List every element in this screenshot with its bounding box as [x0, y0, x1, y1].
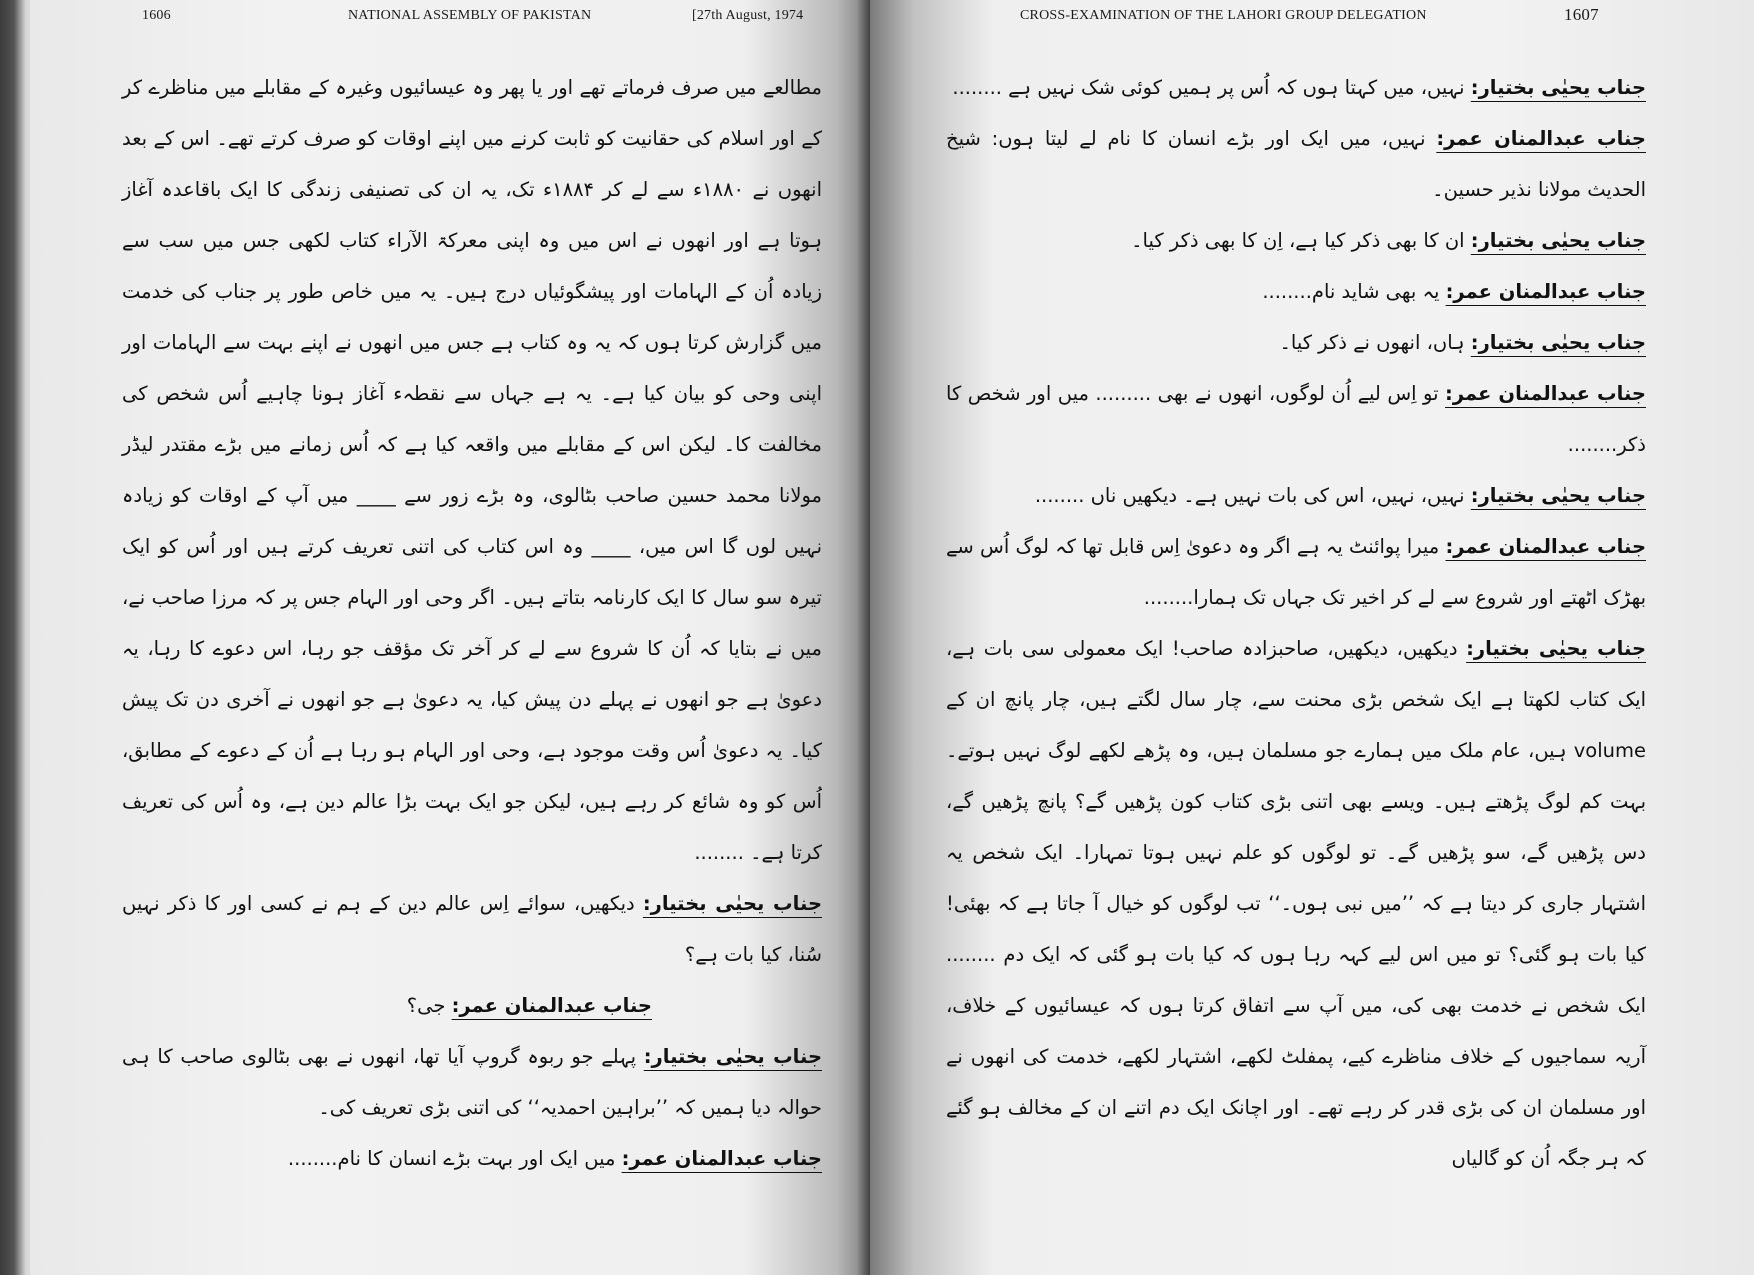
speaker-name: جناب عبدالمنان عمر:: [1445, 280, 1646, 303]
speaker-name: جناب یحیٰی بختیار:: [1470, 229, 1646, 252]
speech-text: تو اِس لیے اُن لوگوں، انھوں نے بھی ......... میں اور شخص کا ذکر........: [946, 382, 1646, 456]
left-page-number: 1606: [142, 8, 171, 23]
speech-paragraph: [946, 266, 1646, 317]
speaker-name: جناب عبدالمنان عمر:: [451, 994, 652, 1017]
speech-text: نہیں، نہیں، اس کی بات نہیں ہے۔ دیکھیں ناں ........: [1034, 484, 1471, 507]
right-page: [870, 0, 1754, 1275]
speech-paragraph: [946, 623, 1646, 1184]
speech-paragraph: [122, 878, 822, 980]
speech-text: میں ایک اور بہت بڑے انسان کا نام........: [287, 1147, 622, 1170]
speaker-name: جناب یحیٰی بختیار:: [642, 892, 822, 915]
speech-text: میرا پوائنٹ یہ ہے اگر وہ دعویٰ اِس قابل تھا کہ لوگ اُس سے بھڑک اٹھتے اور شروع سے لے کر اخیر تک جہاں تک ہمارا........: [946, 535, 1646, 609]
left-header-date: [27th August, 1974: [692, 8, 804, 23]
paragraph: [122, 62, 822, 878]
speech-text: دیکھیں، سوائے اِس عالم دین کے ہم نے کسی اور کا ذکر نہیں سُنا، کیا بات ہے؟: [122, 892, 822, 966]
left-running-title: NATIONAL ASSEMBLY OF PAKISTAN: [348, 8, 592, 23]
speaker-name: جناب یحیٰی بختیار:: [643, 1045, 822, 1068]
speech-text: نہیں، میں کہتا ہوں کہ اُس پر ہمیں کوئی شک نہیں ہے ........: [952, 76, 1471, 99]
speaker-name: جناب عبدالمنان عمر:: [1445, 535, 1646, 558]
speech-paragraph: [946, 113, 1646, 215]
speech-text: ان کا بھی ذکر کیا ہے، اِن کا بھی ذکر کیا۔: [1131, 229, 1471, 252]
speech-paragraph: [122, 1031, 822, 1133]
left-page-body: [122, 62, 822, 1184]
speaker-name: جناب یحیٰی بختیار:: [1470, 76, 1646, 99]
speech-text: نہیں، میں ایک اور بڑے انسان کا نام لے لیتا ہوں: شیخ الحدیث مولانا نذیر حسین۔: [946, 127, 1646, 201]
speech-text: دیکھیں، دیکھیں، صاحبزادہ صاحب! ایک معمولی سی بات ہے، ایک کتاب لکھتا ہے ایک شخص بڑی محنت سے، چار سال لگتے ہیں، چار پانچ ان کے volume ہیں، عام ملک میں ہمارے جو مسلمان ہیں، وہ پڑھے لکھے لوگ نہیں ہوتے۔ بہت کم لوگ پڑھتے ہیں۔ ویسے بھی اتنی بڑی کتاب کون پڑھیں گے؟ پانچ پڑھیں گے، دس پڑھیں گے، سو پڑھیں گے۔ تو لوگوں کو علم نہیں ہوتا تمہارا۔ ایک شخص یہ اشتہار جاری کر دیتا ہے کہ ’’میں نبی ہوں۔‘‘ تب لوگوں کو خیال آ جاتا ہے کہ بھئی! کیا بات ہو گئی؟ تو میں اس لیے کہہ رہا ہوں کہ کیا بات ہو گئی کہ ایک دم ........ ایک شخص نے خدمت بھی کی، میں آپ سے اتفاق کرتا ہوں کہ عیسائیوں کے خلاف، آریہ سماجیوں کے خلاف مناظرے کیے، پمفلٹ لکھے، اشتہار لکھے، خدمت کی انھوں نے اور مسلمان ان کی بڑی قدر کر رہے تھے۔ اور اچانک ایک دم اتنے ان کے مخالف ہو گئے کہ ہر جگہ اُن کو گالیاں: [946, 637, 1646, 1170]
speaker-name: جناب یحیٰی بختیار:: [1466, 637, 1647, 660]
speech-paragraph: [946, 62, 1646, 113]
speech-paragraph: [122, 980, 822, 1031]
speaker-name: جناب یحیٰی بختیار:: [1470, 484, 1646, 507]
speech-text: ہاں، انھوں نے ذکر کیا۔: [1279, 331, 1471, 354]
speaker-name: جناب عبدالمنان عمر:: [1436, 127, 1646, 150]
speech-text: جی؟: [406, 994, 452, 1017]
paragraph-text: مطالعے میں صرف فرماتے تھے اور یا پھر وہ عیسائیوں وغیرہ کے مقابلے میں مناظرے کر کے اور اسلام کی حقانیت کو ثابت کرنے میں اپنے اوقات کو صرف کرتے تھے۔ اس کے بعد انھوں نے ۱۸۸۰ء سے لے کر ۱۸۸۴ء تک، یہ ان کی تصنیفی زندگی کا ایک باقاعدہ آغاز ہوتا ہے اور انھوں نے اس میں وہ اپنی معرکۃ الآراء کتاب لکھی جس میں سب سے زیادہ اُن کے الہامات اور پیشگوئیاں درج ہیں۔ یہ میں خاص طور پر جناب کی خدمت میں گزارش کرتا ہوں کہ یہ وہ کتاب ہے جس میں انھوں نے اپنے بہت سے الہامات اور اپنی وحی کو بیان کیا ہے۔ یہ ہے جہاں سے نقطہء آغاز ہونا چاہیے اُس شخص کی مخالفت کا۔ لیکن اس کے مقابلے میں واقعہ کیا ہے کہ اُس زمانے میں بڑے مقتدر لیڈر مولانا محمد حسین صاحب بٹالوی، وہ بڑے زور سے ____ میں آپ کے اوقات کو زیادہ نہیں لوں گا اس میں، ____ وہ اس کتاب کی اتنی تعریف کرتے ہیں اور اُس کو ایک تیرہ سو سال کا ایک کارنامہ بتاتے ہیں۔ اگر وحی اور الہام جس پر کہ مرزا صاحب نے، میں نے بتایا کہ اُن کا شروع سے لے کر آخر تک مؤقف جو رہا، اس دعوے کا رہا، یہ دعویٰ ہے جو انھوں نے پہلے دن پیش کیا، یہ دعویٰ ہے جو انھوں نے آخری دن تک پیش کیا۔ یہ دعویٰ اُس وقت موجود ہے، وحی اور الہام ہو رہا ہے اُن کے دعوے کے مطابق، اُس کو وہ شائع کر رہے ہیں، لیکن جو ایک بہت بڑا عالم دین ہے، وہ اُس کی تعریف کرتا ہے۔ ........: [122, 76, 823, 864]
speech-paragraph: [946, 470, 1646, 521]
right-page-number: 1607: [1564, 5, 1599, 24]
speaker-name: جناب عبدالمنان عمر:: [1445, 382, 1646, 405]
speech-paragraph: [946, 317, 1646, 368]
speech-paragraph: [946, 215, 1646, 266]
left-page: [30, 0, 870, 1275]
speaker-name: جناب عبدالمنان عمر:: [621, 1147, 822, 1170]
speech-paragraph: [946, 521, 1646, 623]
speech-text: یہ بھی شاید نام........: [1262, 280, 1446, 303]
speaker-name: جناب یحیٰی بختیار:: [1470, 331, 1646, 354]
speech-text: پہلے جو ربوہ گروپ آیا تھا، انھوں نے بھی بٹالوی صاحب کا ہی حوالہ دیا ہمیں کہ ’’براہین احمدیہ‘‘ کی اتنی بڑی تعریف کی۔: [122, 1045, 822, 1119]
right-page-body: [946, 62, 1646, 1184]
right-running-title: CROSS-EXAMINATION OF THE LAHORI GROUP DELEGATION: [1020, 8, 1427, 23]
speech-paragraph: [946, 368, 1646, 470]
speech-paragraph: [122, 1133, 822, 1184]
